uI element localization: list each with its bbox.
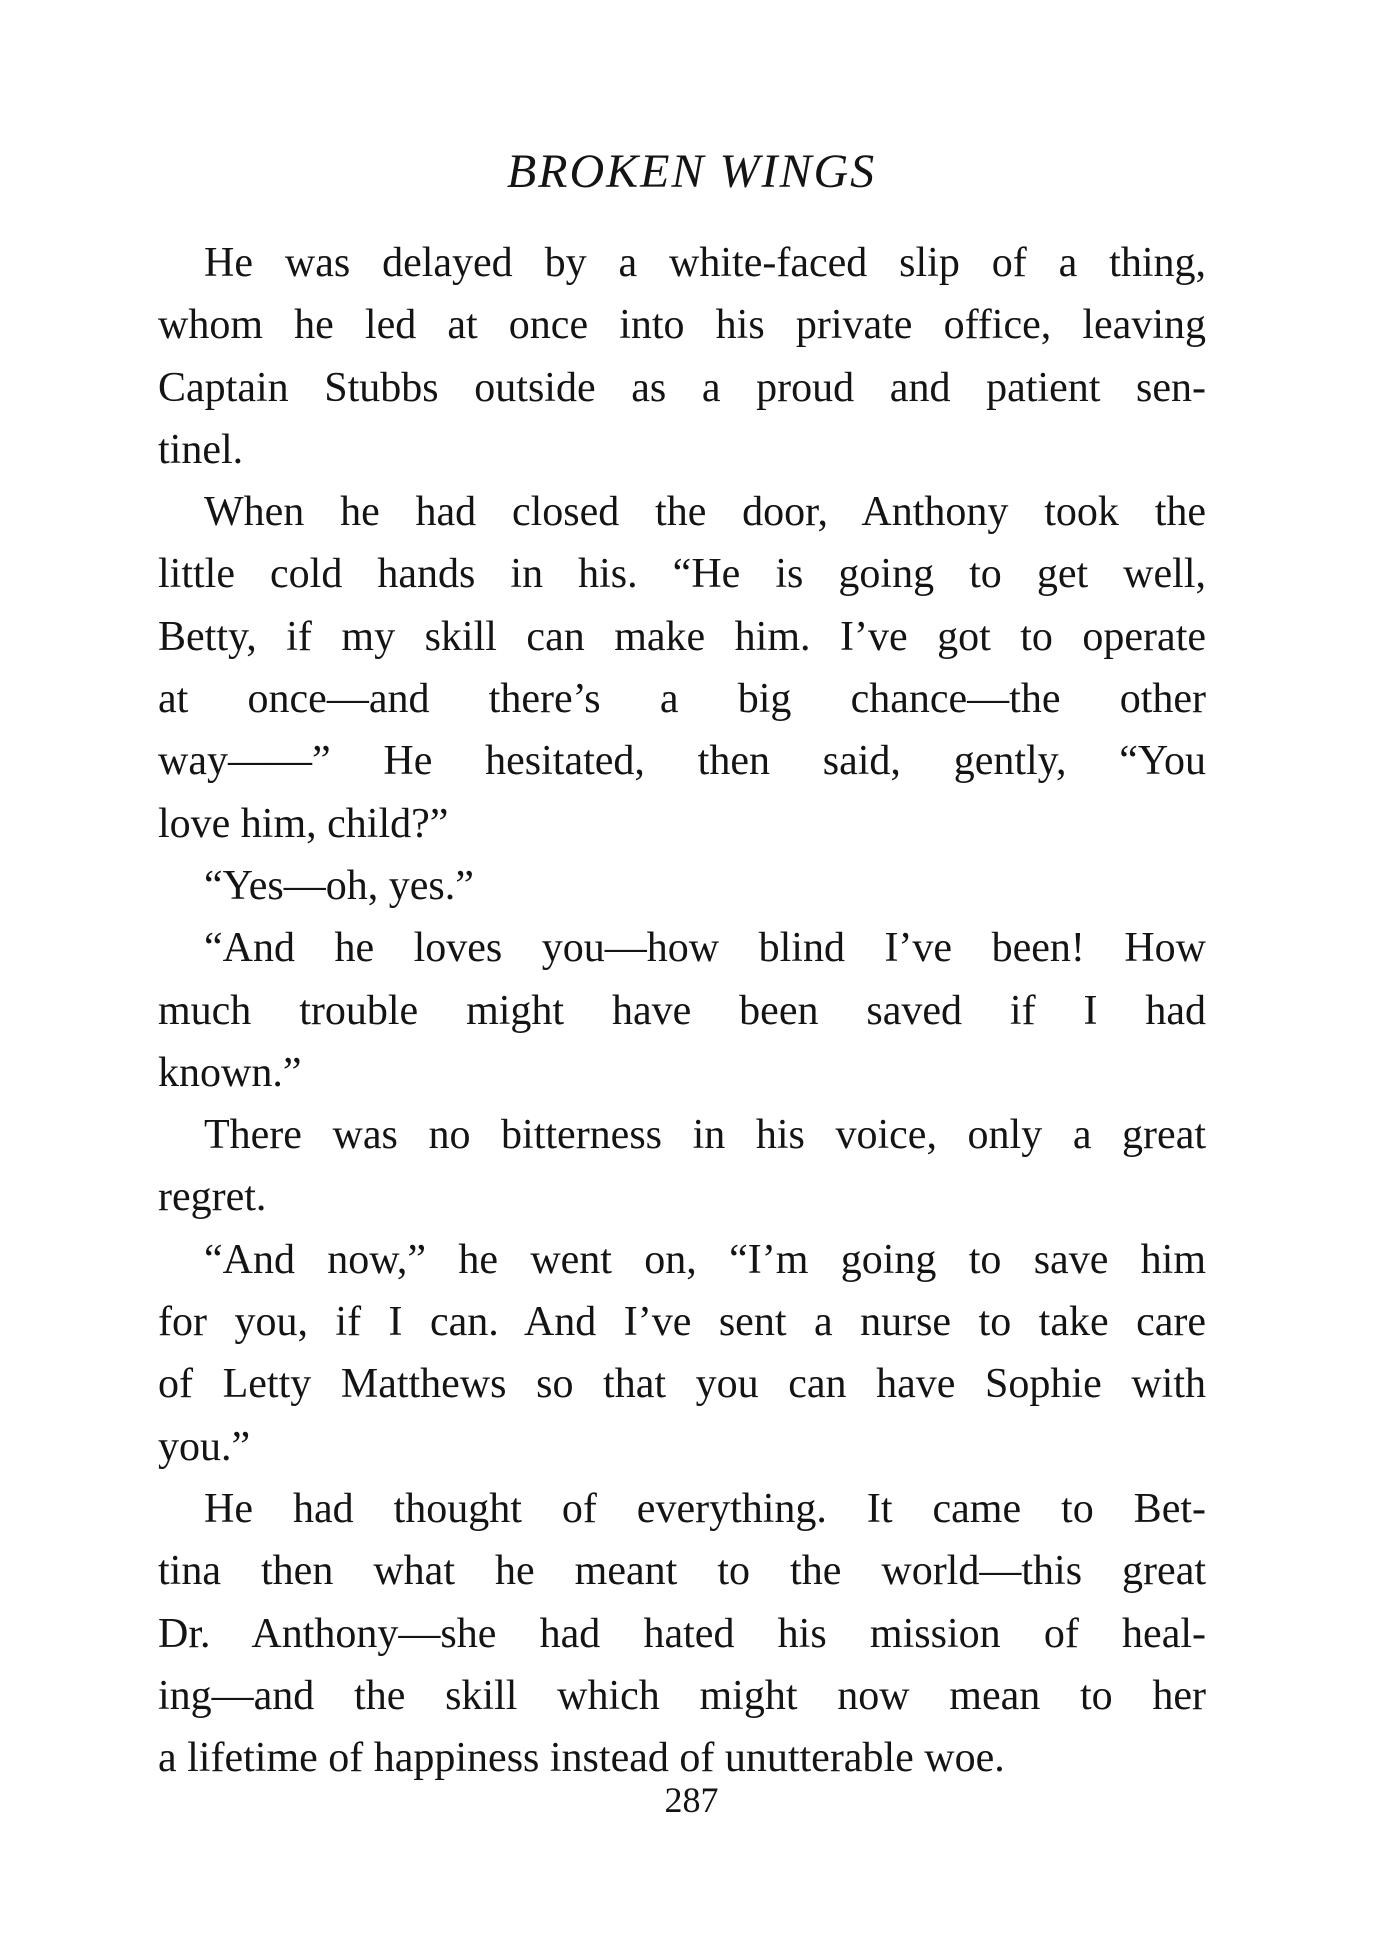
text-line: When he had closed the door, Anthony took the <box>204 489 1206 536</box>
text-line: Betty, if my skill can make him. I’ve got to operate <box>158 613 1206 660</box>
text-line: “Yes—oh, yes.” <box>204 862 474 909</box>
body-text <box>158 232 1206 1789</box>
paragraph-6 <box>158 1229 1206 1478</box>
text-line: known.” <box>158 1049 302 1096</box>
text-line: He had thought of everything. It came to Bet- <box>204 1485 1206 1532</box>
text-line: Dr. Anthony—she had hated his mission of heal- <box>158 1610 1206 1657</box>
text-line: tina then what he meant to the world—this great <box>158 1548 1206 1595</box>
paragraph-5 <box>158 1104 1206 1229</box>
text-line: love him, child?” <box>158 800 449 847</box>
text-line: “And now,” he went on, “I’m going to save him <box>204 1236 1206 1283</box>
page-number: 287 <box>664 1780 719 1820</box>
text-line: way——” He hesitated, then said, gently, “You <box>158 738 1206 785</box>
text-line: for you, if I can. And I’ve sent a nurse to take care <box>158 1299 1206 1346</box>
text-line: of Letty Matthews so that you can have Sophie with <box>158 1361 1206 1408</box>
text-line: whom he led at once into his private office, leaving <box>158 302 1206 349</box>
text-line: Captain Stubbs outside as a proud and patient sen- <box>158 364 1206 411</box>
text-line: much trouble might have been saved if I had <box>158 987 1206 1034</box>
paragraph-3 <box>158 855 1206 917</box>
text-line: regret. <box>158 1174 267 1221</box>
paragraph-1 <box>158 232 1206 481</box>
text-line: ing—and the skill which might now mean to her <box>158 1672 1206 1719</box>
text-line: at once—and there’s a big chance—the other <box>158 676 1206 723</box>
text-line: little cold hands in his. “He is going to get well, <box>158 551 1206 598</box>
text-line: a lifetime of happiness instead of unutterable woe. <box>158 1735 1005 1782</box>
text-line: you.” <box>158 1423 251 1470</box>
text-line: “And he loves you—how blind I’ve been! How <box>204 925 1206 972</box>
paragraph-2 <box>158 481 1206 855</box>
text-line: He was delayed by a white-faced slip of a thing, <box>204 240 1206 286</box>
paragraph-4 <box>158 917 1206 1104</box>
text-line: There was no bitterness in his voice, only a great <box>204 1112 1206 1159</box>
running-header: BROKEN WINGS <box>506 145 877 198</box>
paragraph-7 <box>158 1478 1206 1789</box>
text-line: tinel. <box>158 426 244 473</box>
